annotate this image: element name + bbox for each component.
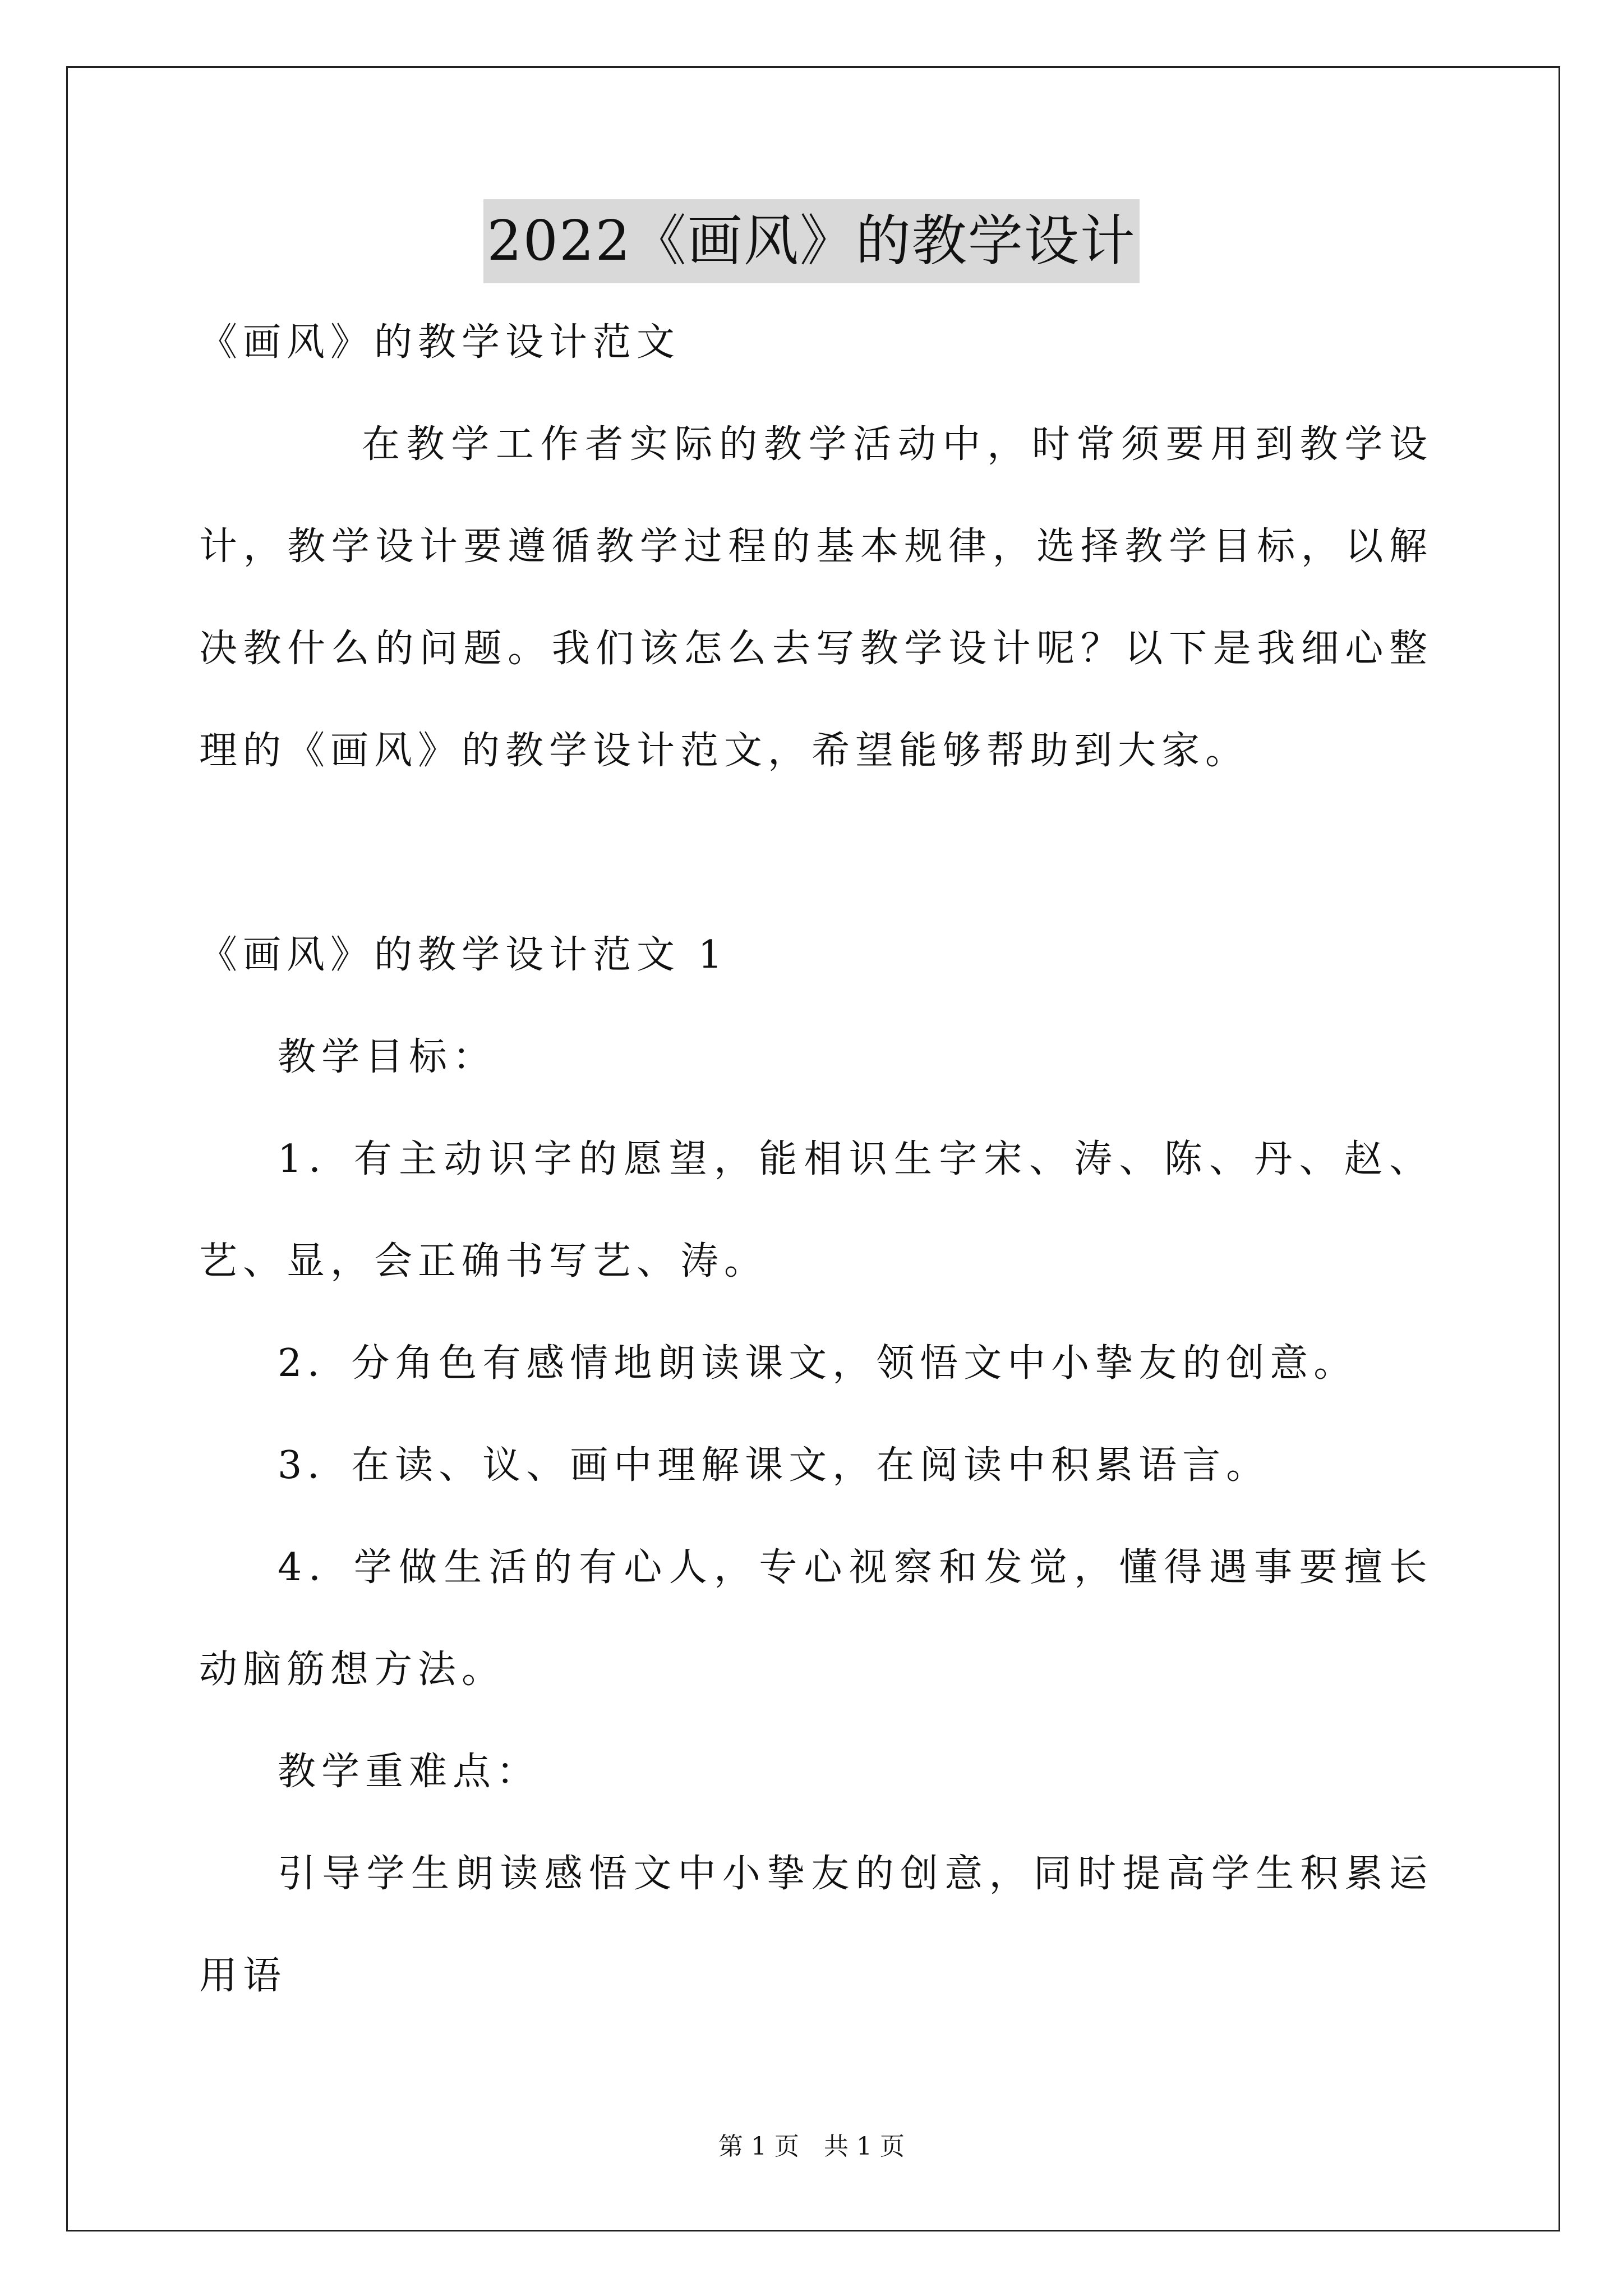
difficulty-heading: 教学重难点：	[278, 1750, 541, 1794]
subtitle: 《画风》的教学设计范文	[199, 320, 681, 365]
goal-item: 1．有主动识字的愿望，能相识生字宋、涛、陈、丹、赵、艺、显，会正确书写艺、涛。	[199, 1137, 1433, 1283]
goal-item: 2．分角色有感情地朗读课文，领悟文中小挚友的创意。	[278, 1341, 1358, 1386]
title-area	[0, 199, 1623, 283]
intro-paragraph: 在教学工作者实际的教学活动中，时常须要用到教学设计，教学设计要遵循教学过程的基本规律，选择教学目标，以解决教什么的问题。我们该怎么去写教学设计呢？以下是我细心整理的《画风》的教学设计范文，希望能够帮助到大家。	[199, 422, 1433, 773]
goals-heading: 教学目标：	[278, 1035, 497, 1079]
document-body	[199, 292, 1433, 2027]
difficulty-paragraph: 引导学生朗读感悟文中小挚友的创意，同时提高学生积累运用语	[199, 1852, 1433, 1998]
document-title: 2022《画风》的教学设计	[483, 199, 1139, 283]
page-footer: 第 1 页 共 1 页	[718, 2132, 905, 2161]
section-heading: 《画风》的教学设计范文 1	[199, 933, 728, 977]
goal-item: 4．学做生活的有心人，专心视察和发觉，懂得遇事要擅长动脑筋想方法。	[199, 1545, 1433, 1692]
goal-item: 3．在读、议、画中理解课文，在阅读中积累语言。	[278, 1443, 1270, 1488]
spacer	[199, 802, 1433, 904]
